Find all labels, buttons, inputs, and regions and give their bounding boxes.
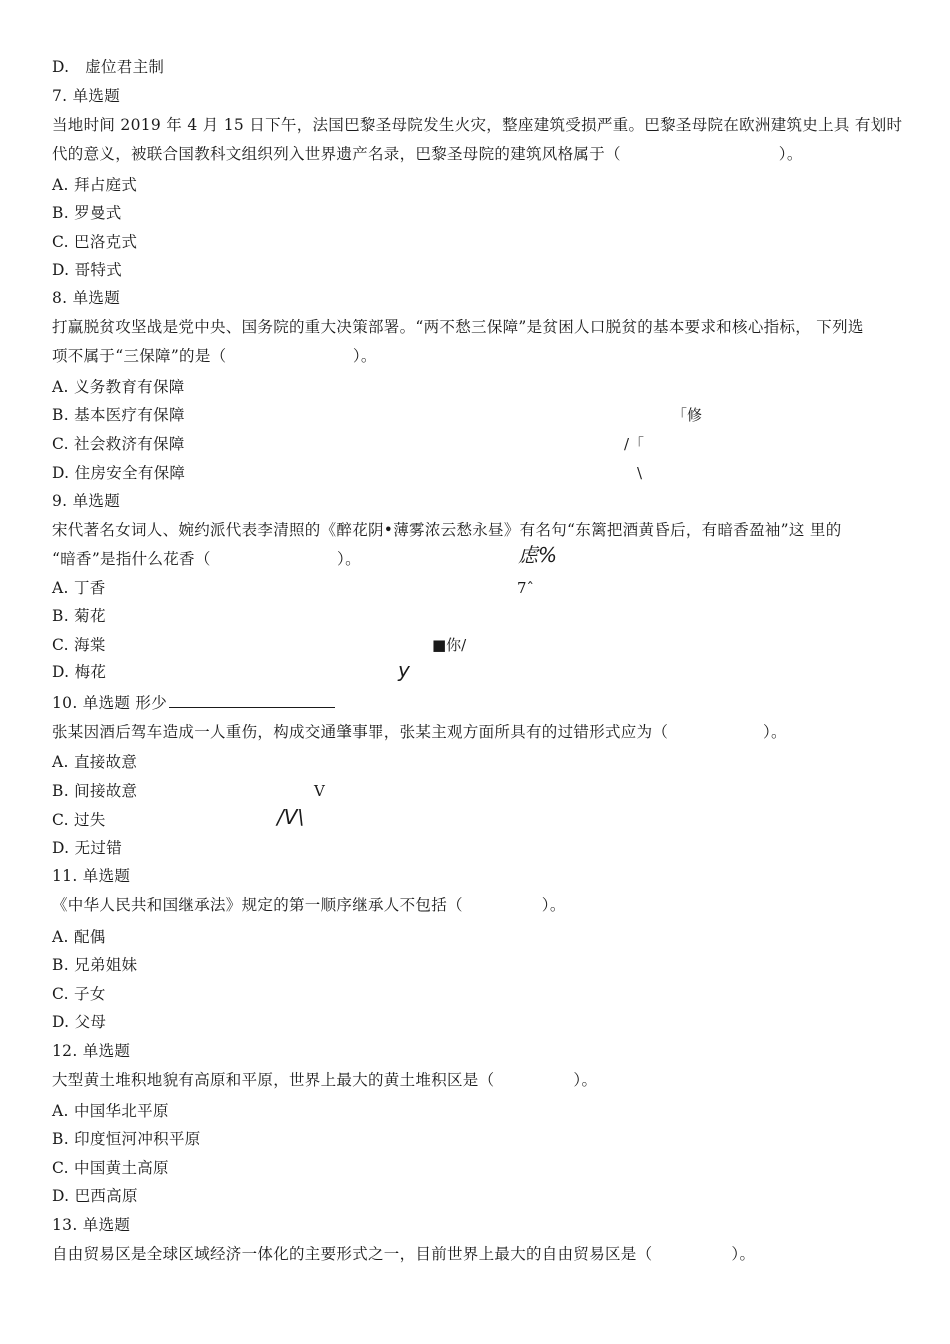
question-8-text-line1: 打赢脱贫攻坚战是党中央、国务院的重大决策部署。“两不愁三保障”是贫困人口脱贫的基本要求和核心指标， 下列选 bbox=[52, 318, 864, 336]
question-9-text-line2: “暗香”是指什么花香（ ）。 bbox=[52, 550, 361, 568]
option-d-q6: D. 虚位君主制 bbox=[52, 58, 165, 76]
stray-mark-2: /「 bbox=[624, 435, 645, 453]
option-b-q8: B. 基本医疗有保障 bbox=[52, 406, 185, 424]
question-11-header: 11. 单选题 bbox=[52, 867, 131, 885]
stray-mark-4: 虑% bbox=[518, 543, 558, 567]
option-c-q10: C. 过失 bbox=[52, 811, 106, 829]
option-b-q12: B. 印度恒河冲积平原 bbox=[52, 1130, 201, 1148]
option-c-q7: C. 巴洛克式 bbox=[52, 233, 138, 251]
question-12-text: 大型黄土堆积地貌有高原和平原，世界上最大的黄土堆积区是（ ）。 bbox=[52, 1071, 598, 1089]
underline-rule bbox=[169, 693, 335, 708]
question-9-header: 9. 单选题 bbox=[52, 492, 121, 510]
question-7-header: 7. 单选题 bbox=[52, 87, 121, 105]
option-d-q11: D. 父母 bbox=[52, 1013, 107, 1031]
option-a-q7: A. 拜占庭式 bbox=[52, 176, 138, 194]
question-13-header: 13. 单选题 bbox=[52, 1216, 131, 1234]
option-d-q8: D. 住房安全有保障 bbox=[52, 464, 186, 482]
option-b-q11: B. 兄弟姐妹 bbox=[52, 956, 138, 974]
option-d-q12: D. 巴西高原 bbox=[52, 1187, 138, 1205]
stray-mark-8: V bbox=[314, 782, 325, 800]
stray-mark-5: 7ˆ bbox=[517, 579, 535, 597]
option-c-q11: C. 子女 bbox=[52, 985, 106, 1003]
stray-mark-9: /V\ bbox=[277, 805, 305, 829]
question-13-text: 自由贸易区是全球区域经济一体化的主要形式之一，目前世界上最大的自由贸易区是（ ）。 bbox=[52, 1245, 756, 1263]
question-10-header-text: 10. 单选题 形少 bbox=[52, 694, 168, 712]
question-10-header bbox=[52, 692, 335, 714]
option-a-q11: A. 配偶 bbox=[52, 928, 106, 946]
question-8-text-line2: 项不属于“三保障”的是（ ）。 bbox=[52, 347, 377, 365]
option-a-q12: A. 中国华北平原 bbox=[52, 1102, 169, 1120]
option-c-q9: C. 海棠 bbox=[52, 636, 106, 654]
question-7-text-line1: 当地时间 2019 年 4 月 15 日下午，法国巴黎圣母院发生火灾，整座建筑受损严重。巴黎圣母院在欧洲建筑史上具 有划时 bbox=[52, 116, 903, 134]
option-b-q7: B. 罗曼式 bbox=[52, 204, 122, 222]
option-d-q9: D. 梅花 bbox=[52, 663, 107, 681]
stray-mark-1: 「修 bbox=[672, 406, 703, 424]
stray-mark-3: \ bbox=[637, 464, 643, 482]
stray-mark-6: ■你/ bbox=[432, 636, 467, 654]
question-8-header: 8. 单选题 bbox=[52, 289, 121, 307]
option-a-q10: A. 直接故意 bbox=[52, 753, 138, 771]
option-d-q10: D. 无过错 bbox=[52, 839, 123, 857]
option-a-q8: A. 义务教育有保障 bbox=[52, 378, 185, 396]
question-9-text-line1: 宋代著名女词人、婉约派代表李清照的《醉花阴•薄雾浓云愁永昼》有名句“东篱把酒黄昏后，有暗香盈袖”这 里的 bbox=[52, 521, 842, 539]
question-10-text: 张某因酒后驾车造成一人重伤，构成交通肇事罪，张某主观方面所具有的过错形式应为（ ）。 bbox=[52, 723, 787, 741]
question-11-text: 《中华人民共和国继承法》规定的第一顺序继承人不包括（ ）。 bbox=[52, 896, 566, 914]
option-d-q7: D. 哥特式 bbox=[52, 261, 123, 279]
question-7-text-line2: 代的意义，被联合国教科文组织列入世界遗产名录，巴黎圣母院的建筑风格属于（ ）。 bbox=[52, 145, 803, 163]
option-c-q12: C. 中国黄土高原 bbox=[52, 1159, 169, 1177]
option-b-q9: B. 菊花 bbox=[52, 607, 106, 625]
option-c-q8: C. 社会救济有保障 bbox=[52, 435, 185, 453]
option-b-q10: B. 间接故意 bbox=[52, 782, 138, 800]
stray-mark-7: y bbox=[398, 658, 410, 682]
question-12-header: 12. 单选题 bbox=[52, 1042, 131, 1060]
option-a-q9: A. 丁香 bbox=[52, 579, 106, 597]
